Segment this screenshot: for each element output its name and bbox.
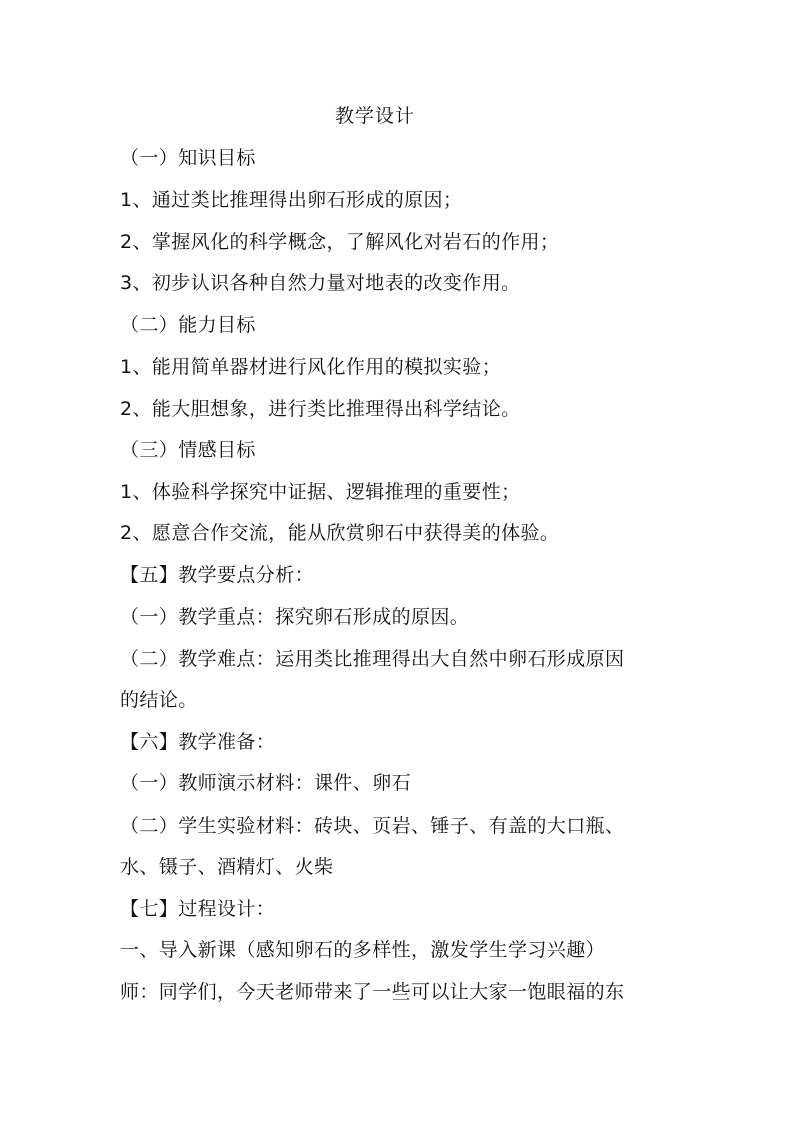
section-heading-ability-goals: （二）能力目标 xyxy=(120,314,256,336)
emotion-goal-2: 2、愿意合作交流，能从欣赏卵石中获得美的体验。 xyxy=(120,522,560,544)
process-step-introduction: 一、导入新课（感知卵石的多样性，激发学生学习兴趣） xyxy=(120,939,606,961)
section-heading-key-points: 【五】教学要点分析： xyxy=(120,564,315,586)
ability-goal-2: 2、能大胆想象，进行类比推理得出科学结论。 xyxy=(120,398,521,420)
section-heading-emotion-goals: （三）情感目标 xyxy=(120,439,256,461)
ability-goal-1: 1、能用简单器材进行风化作用的模拟实验； xyxy=(120,356,502,378)
knowledge-goal-2: 2、掌握风化的科学概念，了解风化对岩石的作用； xyxy=(120,231,560,253)
knowledge-goal-3: 3、初步认识各种自然力量对地表的改变作用。 xyxy=(120,272,521,294)
teacher-materials: （一）教师演示材料：课件、卵石 xyxy=(120,772,412,794)
emotion-goal-1: 1、体验科学探究中证据、逻辑推理的重要性； xyxy=(120,481,521,503)
section-heading-process: 【七】过程设计： xyxy=(120,898,276,920)
teaching-difficulty-continued: 的结论。 xyxy=(120,689,198,711)
section-heading-knowledge-goals: （一）知识目标 xyxy=(120,147,256,169)
teacher-dialogue: 师：同学们，今天老师带来了一些可以让大家一饱眼福的东 xyxy=(120,981,625,1003)
student-materials-continued: 水、镊子、酒精灯、火柴 xyxy=(120,856,334,878)
section-heading-preparation: 【六】教学准备： xyxy=(120,731,276,753)
teaching-focus: （一）教学重点：探究卵石形成的原因。 xyxy=(120,606,470,628)
document-title: 教学设计 xyxy=(334,105,415,127)
teaching-difficulty: （二）教学难点：运用类比推理得出大自然中卵石形成原因 xyxy=(120,648,625,670)
knowledge-goal-1: 1、通过类比推理得出卵石形成的原因； xyxy=(120,189,463,211)
student-materials: （二）学生实验材料：砖块、页岩、锤子、有盖的大口瓶、 xyxy=(120,815,625,837)
